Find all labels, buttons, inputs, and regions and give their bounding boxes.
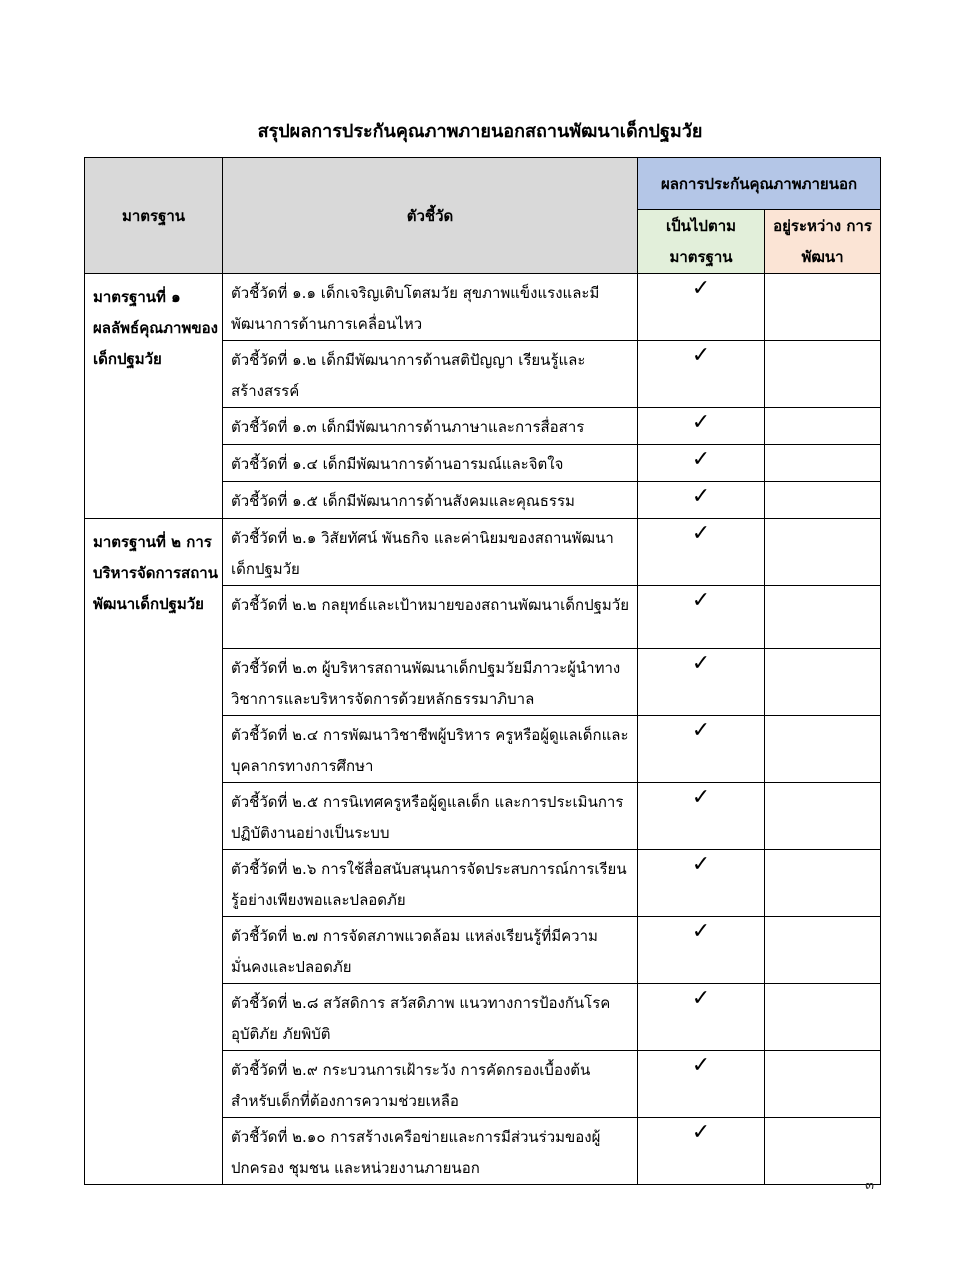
indicator-text: ตัวชี้วัดที่ ๑.๒ เด็กมีพัฒนาการด้านสติปัญญา เรียนรู้และสร้างสรรค์ — [223, 341, 638, 408]
check-icon: ✓ — [691, 484, 711, 509]
check-icon: ✓ — [691, 410, 711, 435]
developing-cell — [765, 783, 881, 850]
meets-cell — [638, 850, 765, 917]
check-icon: ✓ — [691, 718, 711, 743]
indicator-text: ตัวชี้วัดที่ ๒.๖ การใช้สื่อสนับสนุนการจัดประสบการณ์การเรียนรู้อย่างเพียงพอและปลอดภัย — [223, 850, 638, 917]
indicator-text: ตัวชี้วัดที่ ๒.๑ วิสัยทัศน์ พันธกิจ และค่านิยมของสถานพัฒนาเด็กปฐมวัย — [223, 519, 638, 586]
check-icon: ✓ — [691, 521, 711, 546]
header-indicator: ตัวชี้วัด — [223, 158, 638, 274]
indicator-text: ตัวชี้วัดที่ ๒.๑๐ การสร้างเครือข่ายและการมีส่วนร่วมของผู้ปกครอง ชุมชน และหน่วยงานภายนอก — [223, 1118, 638, 1185]
indicator-text: ตัวชี้วัดที่ ๒.๒ กลยุทธ์และเป้าหมายของสถานพัฒนาเด็กปฐมวัย — [223, 586, 638, 649]
developing-cell — [765, 984, 881, 1051]
standard-label: มาตรฐานที่ ๑ ผลลัพธ์คุณภาพของเด็กปฐมวัย — [85, 274, 223, 519]
header-result-group: ผลการประกันคุณภาพภายนอก — [638, 158, 881, 210]
indicator-text: ตัวชี้วัดที่ ๒.๗ การจัดสภาพแวดล้อม แหล่งเรียนรู้ที่มีความมั่นคงและปลอดภัย — [223, 917, 638, 984]
page-number: ๓ — [865, 1178, 874, 1193]
table-row — [85, 519, 881, 586]
table-row — [85, 274, 881, 341]
assessment-table — [84, 157, 881, 1185]
developing-cell — [765, 1118, 881, 1185]
meets-cell — [638, 649, 765, 716]
check-icon: ✓ — [691, 919, 711, 944]
indicator-text: ตัวชี้วัดที่ ๒.๙ กระบวนการเฝ้าระวัง การคัดกรองเบื้องต้นสำหรับเด็กที่ต้องการความช่วยเหลือ — [223, 1051, 638, 1118]
meets-cell — [638, 445, 765, 482]
meets-cell — [638, 1051, 765, 1118]
indicator-text: ตัวชี้วัดที่ ๑.๑ เด็กเจริญเติบโตสมวัย สุขภาพแข็งแรงและมีพัฒนาการด้านการเคลื่อนไหว — [223, 274, 638, 341]
developing-cell — [765, 917, 881, 984]
indicator-text: ตัวชี้วัดที่ ๒.๕ การนิเทศครูหรือผู้ดูแลเด็ก และการประเมินการปฏิบัติงานอย่างเป็นระบบ — [223, 783, 638, 850]
meets-cell — [638, 519, 765, 586]
developing-cell — [765, 341, 881, 408]
meets-cell — [638, 783, 765, 850]
check-icon: ✓ — [691, 588, 711, 613]
check-icon: ✓ — [691, 343, 711, 368]
indicator-text: ตัวชี้วัดที่ ๒.๔ การพัฒนาวิชาชีพผู้บริหาร ครูหรือผู้ดูแลเด็กและบุคลากรทางการศึกษา — [223, 716, 638, 783]
check-icon: ✓ — [691, 447, 711, 472]
header-developing: อยู่ระหว่าง การพัฒนา — [765, 210, 881, 274]
developing-cell — [765, 1051, 881, 1118]
check-icon: ✓ — [691, 986, 711, 1011]
meets-cell — [638, 586, 765, 649]
meets-cell — [638, 716, 765, 783]
meets-cell — [638, 1118, 765, 1185]
check-icon: ✓ — [691, 785, 711, 810]
meets-cell — [638, 917, 765, 984]
check-icon: ✓ — [691, 276, 711, 301]
developing-cell — [765, 445, 881, 482]
check-icon: ✓ — [691, 1120, 711, 1145]
indicator-text: ตัวชี้วัดที่ ๑.๓ เด็กมีพัฒนาการด้านภาษาและการสื่อสาร — [223, 408, 638, 445]
developing-cell — [765, 274, 881, 341]
indicator-text: ตัวชี้วัดที่ ๒.๘ สวัสดิการ สวัสดิภาพ แนวทางการป้องกันโรค อุบัติภัย ภัยพิบัติ — [223, 984, 638, 1051]
indicator-text: ตัวชี้วัดที่ ๒.๓ ผู้บริหารสถานพัฒนาเด็กปฐมวัยมีภาวะผู้นำทางวิชาการและบริหารจัดการด้วยหลักธรรมาภิบาล — [223, 649, 638, 716]
check-icon: ✓ — [691, 651, 711, 676]
developing-cell — [765, 519, 881, 586]
indicator-text: ตัวชี้วัดที่ ๑.๔ เด็กมีพัฒนาการด้านอารมณ์และจิตใจ — [223, 445, 638, 482]
meets-cell — [638, 984, 765, 1051]
indicator-text: ตัวชี้วัดที่ ๑.๕ เด็กมีพัฒนาการด้านสังคมและคุณธรรม — [223, 482, 638, 519]
meets-cell — [638, 482, 765, 519]
meets-cell — [638, 274, 765, 341]
developing-cell — [765, 850, 881, 917]
developing-cell — [765, 482, 881, 519]
developing-cell — [765, 586, 881, 649]
standard-label: มาตรฐานที่ ๒ การบริหารจัดการสถานพัฒนาเด็กปฐมวัย — [85, 519, 223, 1185]
check-icon: ✓ — [691, 852, 711, 877]
developing-cell — [765, 649, 881, 716]
header-meets: เป็นไปตาม มาตรฐาน — [638, 210, 765, 274]
developing-cell — [765, 716, 881, 783]
page-title: สรุปผลการประกันคุณภาพภายนอกสถานพัฒนาเด็กปฐมวัย — [257, 121, 703, 142]
check-icon: ✓ — [691, 1053, 711, 1078]
meets-cell — [638, 408, 765, 445]
table-body — [85, 274, 881, 1185]
header-standard: มาตรฐาน — [85, 158, 223, 274]
meets-cell — [638, 341, 765, 408]
developing-cell — [765, 408, 881, 445]
